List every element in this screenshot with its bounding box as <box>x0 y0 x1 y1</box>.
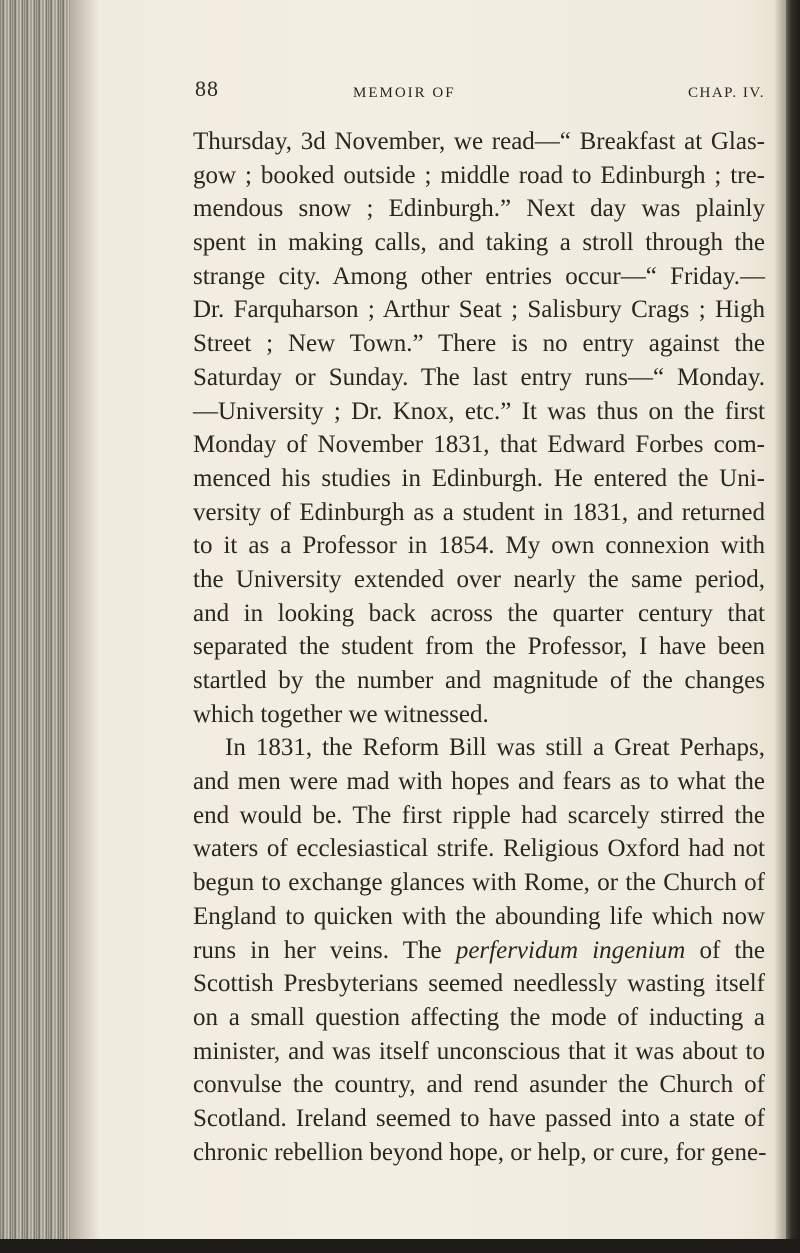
text-line: minister, and was itself unconscious that it was about to <box>193 1037 765 1065</box>
text-line: gow ; booked outside ; middle road to Edinburgh ; tre- <box>193 161 765 189</box>
text-line: the University extended over nearly the same period, <box>193 565 765 593</box>
text-line: waters of ecclesiastical strife. Religious Oxford had not <box>193 835 765 863</box>
page-number: 88 <box>195 76 219 101</box>
body-text <box>193 125 765 1169</box>
text-line: chronic rebellion beyond hope, or help, or cure, for gene- <box>193 1138 767 1166</box>
page-header <box>195 76 765 106</box>
text-line-with-italic <box>193 934 765 968</box>
text-line: Dr. Farquharson ; Arthur Seat ; Salisbury Crags ; High <box>193 296 765 324</box>
page-right-edge <box>786 0 800 1253</box>
text-line: Street ; New Town.” There is no entry against the <box>193 330 765 358</box>
text-line: on a small question affecting the mode of inducting a <box>193 1003 765 1031</box>
paragraph-start-line: In 1831, the Reform Bill was still a Great Perhaps, <box>225 734 765 762</box>
text-line: and in looking back across the quarter century that <box>193 599 765 627</box>
text-line: versity of Edinburgh as a student in 1831, and returned <box>193 498 765 526</box>
text-line: Saturday or Sunday. The last entry runs—“ Monday. <box>193 363 765 391</box>
text-line: menced his studies in Edinburgh. He entered the Uni- <box>193 464 765 492</box>
text-line: —University ; Dr. Knox, etc.” It was thus on the first <box>193 397 765 425</box>
text-line: Scotland. Ireland seemed to have passed into a state of <box>193 1104 765 1132</box>
text-line: strange city. Among other entries occur—“ Friday.— <box>193 262 765 290</box>
text-line: startled by the number and magnitude of the changes <box>193 667 765 694</box>
text-segment: runs in her veins. The <box>193 936 442 964</box>
text-line: spent in making calls, and taking a stroll through the <box>193 229 765 257</box>
paragraph-end-line: which together we witnessed. <box>193 700 489 728</box>
text-line: England to quicken with the abounding life which now <box>193 902 765 930</box>
text-line: to it as a Professor in 1854. My own connexion with <box>193 532 765 560</box>
text-line: end would be. The first ripple had scarcely stirred the <box>193 801 765 829</box>
text-line: and men were mad with hopes and fears as to what the <box>193 768 765 796</box>
italic-phrase: perfervidum ingenium <box>455 936 686 964</box>
page-bottom-edge <box>0 1239 800 1253</box>
text-segment: of the <box>699 936 766 964</box>
chapter-label: CHAP. IV. <box>688 85 765 101</box>
text-line: Scottish Presbyterians seemed needlessly wasting itself <box>193 970 765 998</box>
book-binding-gutter <box>0 0 70 1253</box>
running-title: MEMOIR OF <box>353 85 456 101</box>
text-line: mendous snow ; Edinburgh.” Next day was plainly <box>193 195 765 223</box>
text-line: separated the student from the Professor, I have been <box>193 633 765 661</box>
text-line: convulse the country, and rend asunder the Church of <box>193 1071 765 1099</box>
text-line: Thursday, 3d November, we read—“ Breakfast at Glas- <box>193 128 765 155</box>
text-line: begun to exchange glances with Rome, or the Church of <box>193 869 765 897</box>
text-line: Monday of November 1831, that Edward Forbes com- <box>193 431 765 459</box>
